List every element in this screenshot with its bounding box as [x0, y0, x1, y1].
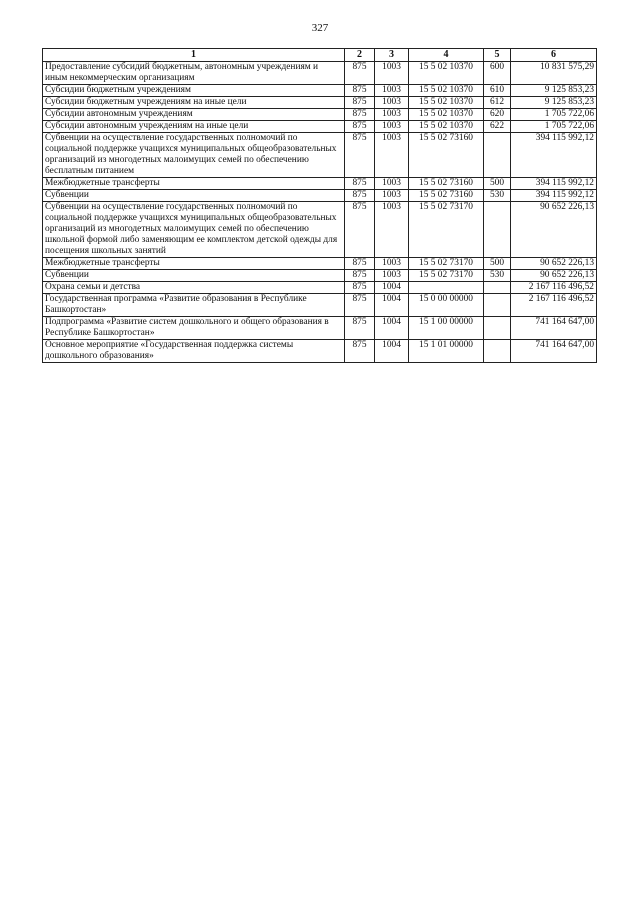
- expense-type-cell: [484, 294, 511, 317]
- expense-type-cell: 530: [484, 190, 511, 202]
- column-header: 2: [345, 49, 375, 62]
- target-article-cell: 15 5 02 10370: [409, 62, 484, 85]
- expense-type-cell: 610: [484, 85, 511, 97]
- table-row: [43, 317, 597, 340]
- section-code-cell: 1003: [375, 121, 409, 133]
- table-row: [43, 85, 597, 97]
- section-code-cell: 1003: [375, 97, 409, 109]
- expense-type-cell: 620: [484, 109, 511, 121]
- ministry-code-cell: 875: [345, 258, 375, 270]
- amount-cell: 2 167 116 496,52: [511, 294, 597, 317]
- row-name-cell: Субвенции на осуществление государственных полномочий по социальной поддержке учащихся муниципальных общеобразовательных организаций из многодетных малоимущих семей по обеспечению школьной формой либо заменяющим ее комплектом детской одежды для посещения школьных занятий: [43, 202, 345, 258]
- amount-cell: 90 652 226,13: [511, 202, 597, 258]
- amount-cell: 394 115 992,12: [511, 133, 597, 178]
- expense-type-cell: [484, 282, 511, 294]
- row-name-cell: Межбюджетные трансферты: [43, 178, 345, 190]
- section-code-cell: 1003: [375, 85, 409, 97]
- expense-type-cell: [484, 340, 511, 363]
- row-name-cell: Предоставление субсидий бюджетным, автономным учреждениям и иным некоммерческим организациям: [43, 62, 345, 85]
- target-article-cell: 15 5 02 10370: [409, 109, 484, 121]
- table-row: [43, 133, 597, 178]
- target-article-cell: 15 5 02 10370: [409, 121, 484, 133]
- table-row: [43, 178, 597, 190]
- table-row: [43, 109, 597, 121]
- row-name-cell: Охрана семьи и детства: [43, 282, 345, 294]
- amount-cell: 394 115 992,12: [511, 178, 597, 190]
- ministry-code-cell: 875: [345, 190, 375, 202]
- target-article-cell: 15 5 02 73170: [409, 270, 484, 282]
- expense-type-cell: 500: [484, 178, 511, 190]
- target-article-cell: 15 5 02 73170: [409, 258, 484, 270]
- row-name-cell: Субсидии автономным учреждениям: [43, 109, 345, 121]
- expense-type-cell: [484, 317, 511, 340]
- row-name-cell: Межбюджетные трансферты: [43, 258, 345, 270]
- amount-cell: 741 164 647,00: [511, 340, 597, 363]
- ministry-code-cell: 875: [345, 85, 375, 97]
- target-article-cell: 15 5 02 73160: [409, 178, 484, 190]
- section-code-cell: 1003: [375, 133, 409, 178]
- section-code-cell: 1003: [375, 270, 409, 282]
- amount-cell: 741 164 647,00: [511, 317, 597, 340]
- ministry-code-cell: 875: [345, 133, 375, 178]
- amount-cell: 1 705 722,06: [511, 109, 597, 121]
- section-code-cell: 1004: [375, 340, 409, 363]
- target-article-cell: 15 5 02 73160: [409, 133, 484, 178]
- row-name-cell: Субвенции: [43, 190, 345, 202]
- row-name-cell: Подпрограмма «Развитие систем дошкольного и общего образования в Республике Башкортостан»: [43, 317, 345, 340]
- section-code-cell: 1004: [375, 317, 409, 340]
- expense-type-cell: [484, 202, 511, 258]
- budget-table: [42, 48, 597, 363]
- amount-cell: 9 125 853,23: [511, 85, 597, 97]
- ministry-code-cell: 875: [345, 97, 375, 109]
- expense-type-cell: 500: [484, 258, 511, 270]
- row-name-cell: Субсидии автономным учреждениям на иные цели: [43, 121, 345, 133]
- amount-cell: 90 652 226,13: [511, 258, 597, 270]
- section-code-cell: 1003: [375, 202, 409, 258]
- column-header: 4: [409, 49, 484, 62]
- ministry-code-cell: 875: [345, 178, 375, 190]
- section-code-cell: 1003: [375, 190, 409, 202]
- ministry-code-cell: 875: [345, 109, 375, 121]
- amount-cell: 10 831 575,29: [511, 62, 597, 85]
- expense-type-cell: 622: [484, 121, 511, 133]
- expense-type-cell: 612: [484, 97, 511, 109]
- section-code-cell: 1003: [375, 109, 409, 121]
- table-row: [43, 202, 597, 258]
- target-article-cell: 15 0 00 00000: [409, 294, 484, 317]
- table-header-row: [43, 49, 597, 62]
- expense-type-cell: 600: [484, 62, 511, 85]
- target-article-cell: 15 5 02 73170: [409, 202, 484, 258]
- table-row: [43, 121, 597, 133]
- table-row: [43, 190, 597, 202]
- row-name-cell: Субсидии бюджетным учреждениям: [43, 85, 345, 97]
- section-code-cell: 1003: [375, 178, 409, 190]
- amount-cell: 394 115 992,12: [511, 190, 597, 202]
- section-code-cell: 1004: [375, 294, 409, 317]
- table-row: [43, 62, 597, 85]
- expense-type-cell: [484, 133, 511, 178]
- page-number: 327: [311, 22, 329, 34]
- ministry-code-cell: 875: [345, 62, 375, 85]
- section-code-cell: 1004: [375, 282, 409, 294]
- column-header: 5: [484, 49, 511, 62]
- target-article-cell: 15 5 02 10370: [409, 85, 484, 97]
- table-row: [43, 282, 597, 294]
- ministry-code-cell: 875: [345, 270, 375, 282]
- table-row: [43, 97, 597, 109]
- table-row: [43, 270, 597, 282]
- table-row: [43, 294, 597, 317]
- ministry-code-cell: 875: [345, 294, 375, 317]
- column-header: 3: [375, 49, 409, 62]
- target-article-cell: 15 1 00 00000: [409, 317, 484, 340]
- table-body: [43, 62, 597, 363]
- ministry-code-cell: 875: [345, 282, 375, 294]
- target-article-cell: 15 1 01 00000: [409, 340, 484, 363]
- expense-type-cell: 530: [484, 270, 511, 282]
- table-row: [43, 258, 597, 270]
- column-header: 1: [43, 49, 345, 62]
- section-code-cell: 1003: [375, 62, 409, 85]
- target-article-cell: [409, 282, 484, 294]
- target-article-cell: 15 5 02 73160: [409, 190, 484, 202]
- amount-cell: 2 167 116 496,52: [511, 282, 597, 294]
- row-name-cell: Субвенции: [43, 270, 345, 282]
- section-code-cell: 1003: [375, 258, 409, 270]
- row-name-cell: Субсидии бюджетным учреждениям на иные цели: [43, 97, 345, 109]
- row-name-cell: Основное мероприятие «Государственная поддержка системы дошкольного образования»: [43, 340, 345, 363]
- amount-cell: 90 652 226,13: [511, 270, 597, 282]
- amount-cell: 9 125 853,23: [511, 97, 597, 109]
- column-header: 6: [511, 49, 597, 62]
- ministry-code-cell: 875: [345, 317, 375, 340]
- amount-cell: 1 705 722,06: [511, 121, 597, 133]
- ministry-code-cell: 875: [345, 340, 375, 363]
- row-name-cell: Государственная программа «Развитие образования в Республике Башкортостан»: [43, 294, 345, 317]
- ministry-code-cell: 875: [345, 121, 375, 133]
- row-name-cell: Субвенции на осуществление государственных полномочий по социальной поддержке учащихся муниципальных общеобразовательных организаций из многодетных малоимущих семей по обеспечению бесплатным питанием: [43, 133, 345, 178]
- table-row: [43, 340, 597, 363]
- ministry-code-cell: 875: [345, 202, 375, 258]
- target-article-cell: 15 5 02 10370: [409, 97, 484, 109]
